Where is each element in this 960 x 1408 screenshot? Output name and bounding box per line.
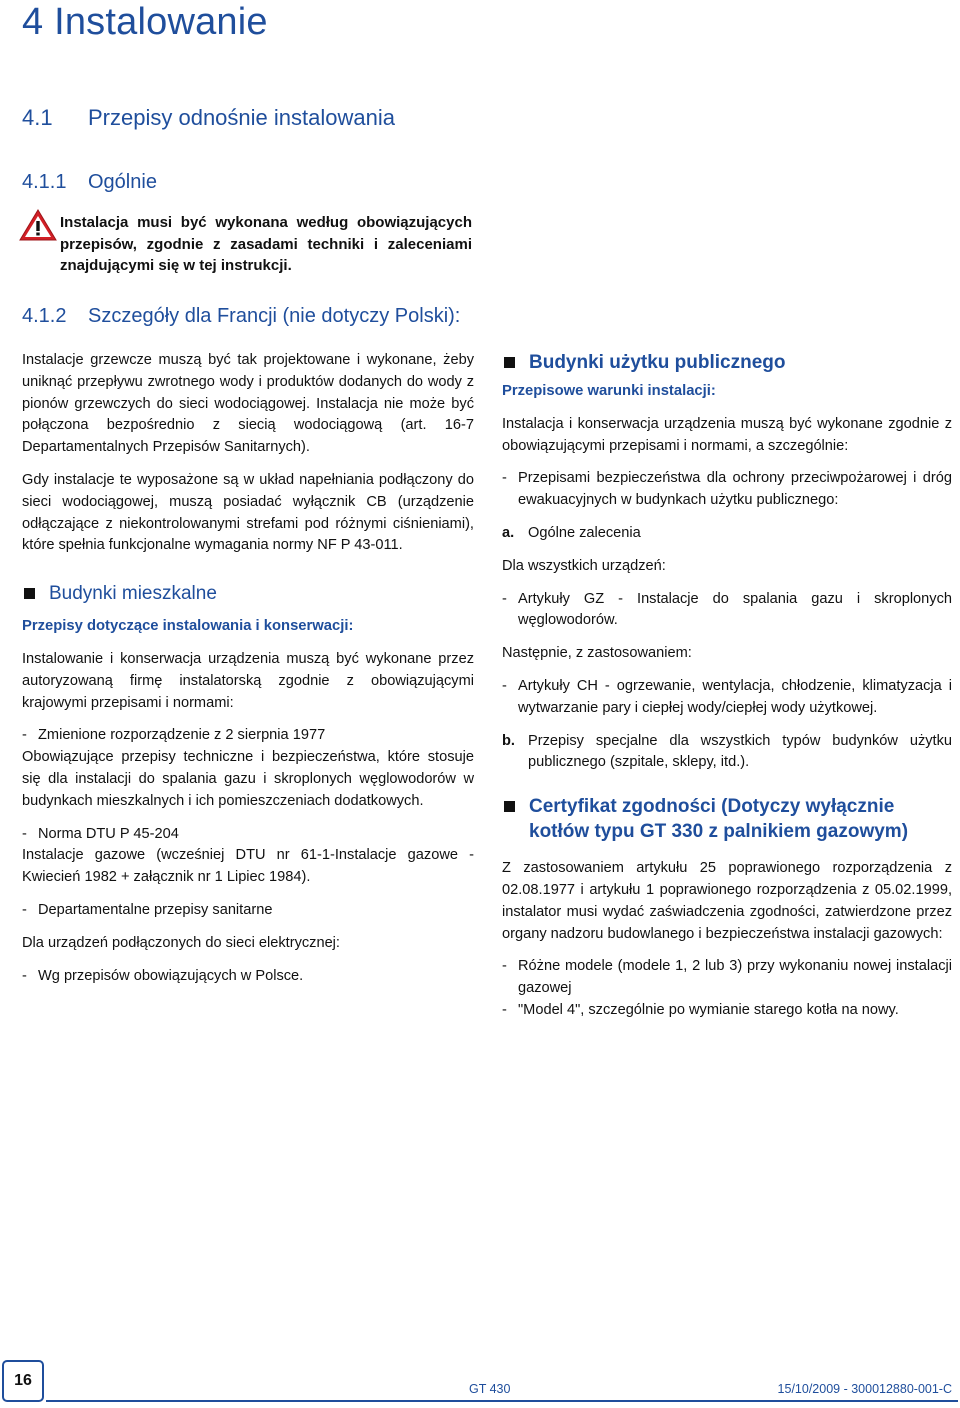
section-header-certificate: [502, 794, 952, 844]
paragraph: Instalacje gazowe (wcześniej DTU nr 61-1-Instalacje gazowe - Kwiecień 1982 + załącznik nr 1 Lipiec 1984).: [22, 847, 474, 886]
paragraph: Dla wszystkich urządzeń:: [502, 557, 666, 574]
left-column: [22, 350, 474, 987]
section-title: Przepisy odnośnie instalowania: [88, 105, 395, 130]
section-header-text: Budynki mieszkalne: [49, 583, 217, 605]
list-item: - Artykuły GZ - Instalacje do spalania gazu i skroplonych węglowodorów.: [502, 590, 952, 629]
section-header-text: Certyfikat zgodności (Dotyczy wyłącznie kotłów typu GT 330 z palnikiem gazowym): [529, 796, 909, 843]
subsection-heading-4-1-1: [22, 169, 157, 195]
subsection-heading-4-1-2: [22, 303, 460, 329]
lettered-item-b: b. Przepisy specjalne dla wszystkich typów budynków użytku publicznego (szpitale, sklepy, itd.).: [502, 732, 952, 771]
footer-reference: 15/10/2009 - 300012880-001-C: [777, 1382, 952, 1396]
warning-triangle-icon: [18, 208, 58, 242]
subheading: Przepisy dotyczące instalowania i konserwacji:: [22, 618, 354, 635]
section-heading-4-1: [22, 104, 395, 132]
subsection-number: 4.1.1: [22, 171, 67, 193]
paragraph: Gdy instalacje te wyposażone są w układ napełniania podłączony do sieci wodociągowej, muszą posiadać wyłącznik CB (urządzenie odłączające z niekontrolowanymi strefami pod różnymi ciśnieniami), które spełnia funkcjonalne wymagania normy NF P 43-011.: [22, 471, 474, 554]
list-item: - Przepisami bezpieczeństwa dla ochrony przeciwpożarowej i dróg ewakuacyjnych w budynkach użytku publicznego:: [502, 470, 952, 509]
footer-divider: [46, 1400, 958, 1402]
section-number: 4.1: [22, 105, 53, 130]
subheading: Przepisowe warunki instalacji:: [502, 383, 716, 399]
page-number: 16: [2, 1360, 44, 1402]
paragraph: Następnie, z zastosowaniem:: [502, 645, 692, 662]
list-item: - Zmienione rozporządzenie z 2 sierpnia 1977: [22, 727, 326, 744]
bullet-square-icon: [504, 801, 515, 812]
list-item: - Artykuły CH - ogrzewanie, wentylacja, chłodzenie, klimatyzacja i wytwarzanie pary i ciepłej wody/ciepłej wody użytkowej.: [502, 677, 952, 716]
section-header-text: Budynki użytku publicznego: [529, 352, 786, 373]
paragraph: Instalowanie i konserwacja urządzenia muszą być wykonane przez autoryzowaną firmę instalatorską zgodnie z obowiązującymi krajowymi przepisami i normami:: [22, 650, 474, 711]
warning-text: Instalacja musi być wykonana według obowiązujących przepisów, zgodnie z zasadami techniki i zaleceniami znajdującymi się w tej instrukcji.: [60, 214, 472, 274]
list-item: - Norma DTU P 45-204: [22, 825, 179, 842]
footer-model: GT 430: [469, 1382, 511, 1396]
paragraph: Dla urządzeń podłączonych do sieci elektrycznej:: [22, 934, 340, 951]
subsection-title: Szczegóły dla Francji (nie dotyczy Polski):: [88, 305, 461, 327]
list-item: - Różne modele (modele 1, 2 lub 3) przy wykonaniu nowej instalacji gazowej: [502, 958, 952, 997]
paragraph: Z zastosowaniem artykułu 25 poprawionego rozporządzenia z 02.08.1977 i artykułu 1 poprawionego rozporządzenia z 05.02.1999, instalator musi wydać zaświadczenia zgodności, zatwierdzone przez organy nadzoru budowlanego i bezpieczeństwa instalacji gazowych:: [502, 860, 952, 942]
subsection-title: Ogólnie: [88, 171, 157, 193]
section-header-residential: [22, 581, 474, 606]
bullet-square-icon: [24, 588, 35, 599]
page-title: 4 Instalowanie: [22, 1, 268, 43]
list-item: - Wg przepisów obowiązujących w Polsce.: [22, 967, 304, 984]
bullet-square-icon: [504, 357, 515, 368]
paragraph: Instalacja i konserwacja urządzenia muszą być wykonane zgodnie z obowiązującymi przepisami i normami, a szczególnie:: [502, 415, 952, 454]
paragraph: Obowiązujące przepisy techniczne i bezpieczeństwa, które stosuje się dla instalacji do spalania gazu i skroplonych węglowodorów w budynkach mieszkalnych i ich pomieszczeniach dodatkowych.: [22, 749, 474, 809]
list-item: - Departamentalne przepisy sanitarne: [22, 901, 273, 918]
lettered-item-a: a. Ogólne zalecenia: [502, 524, 641, 541]
section-header-public-buildings: [502, 350, 952, 375]
paragraph: Instalacje grzewcze muszą być tak projektowane i wykonane, żeby uniknąć przepływu zwrotnego wody i produktów dodanych do wody z pionów grzewczych do sieci wodociągowej. Instalacja nie może być połączona bezpośrednio z siecią wodociągową (art. 16-7 Departamentalnych Przepisów Sanitarnych).: [22, 352, 474, 456]
list-item: - "Model 4", szczególnie po wymianie starego kotła na nowy.: [502, 1001, 899, 1018]
subsection-number: 4.1.2: [22, 305, 67, 327]
right-column: [502, 350, 952, 1022]
